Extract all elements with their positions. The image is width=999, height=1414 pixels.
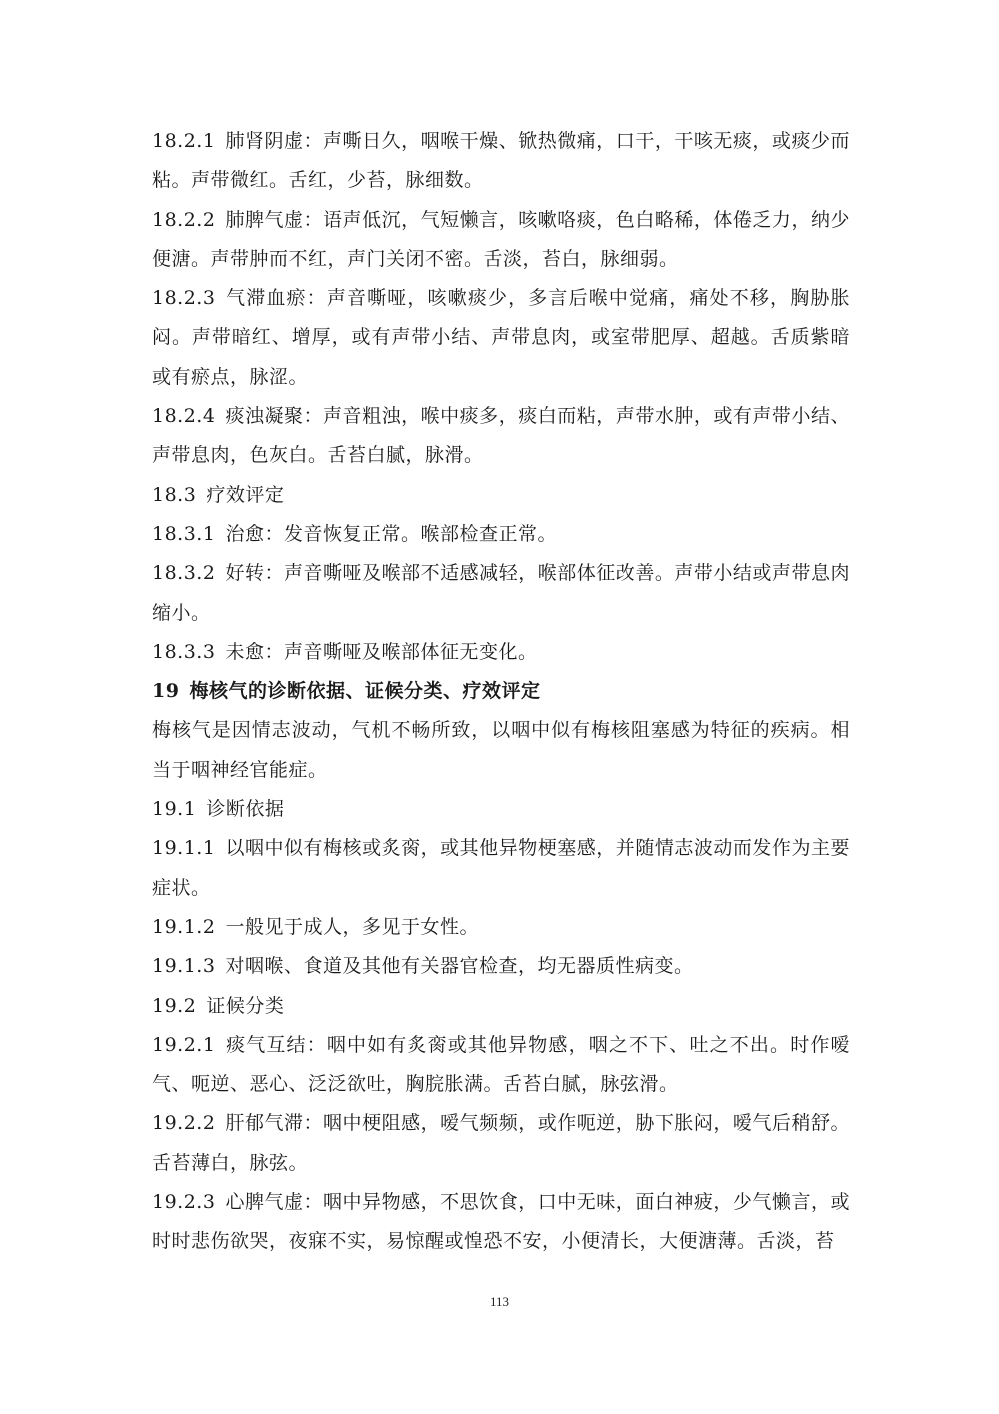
clause-number: 18.3.2 — [152, 562, 216, 585]
paragraph — [152, 829, 850, 908]
paragraph — [152, 1104, 850, 1183]
paragraph-text: 梅核气是因情志波动，气机不畅所致，以咽中似有梅核阻塞感为特征的疾病。相当于咽神经官能症。 — [152, 719, 850, 781]
paragraph-text: 梅核气的诊断依据、证候分类、疗效评定 — [189, 680, 541, 703]
paragraph — [152, 554, 850, 633]
paragraph — [152, 1026, 850, 1105]
paragraph — [152, 397, 850, 476]
paragraph — [152, 908, 850, 947]
paragraph — [152, 711, 850, 790]
clause-number: 18.3.3 — [152, 640, 216, 663]
page-number: 113 — [489, 1294, 510, 1309]
paragraph — [152, 790, 850, 829]
paragraph — [152, 515, 850, 554]
clause-number: 19.2.2 — [152, 1112, 216, 1135]
clause-number: 18.3.1 — [152, 522, 216, 545]
page-body — [152, 122, 850, 1262]
paragraph — [152, 633, 850, 672]
paragraph — [152, 987, 850, 1026]
clause-number: 18.2.2 — [152, 208, 216, 231]
paragraph-text: 肺脾气虚：语声低沉，气短懒言，咳嗽咯痰，色白略稀，体倦乏力，纳少便溏。声带肿而不红，声门关闭不密。舌淡，苔白，脉细弱。 — [152, 208, 850, 270]
paragraph-text: 未愈：声音嘶哑及喉部体征无变化。 — [225, 640, 538, 663]
paragraph-text: 对咽喉、食道及其他有关器官检查，均无器质性病变。 — [225, 955, 694, 978]
paragraph — [152, 1183, 850, 1262]
paragraph — [152, 947, 850, 986]
clause-number: 18.2.4 — [152, 405, 216, 428]
paragraph-text: 气滞血瘀：声音嘶哑，咳嗽痰少，多言后喉中觉痛，痛处不移，胸胁胀闷。声带暗红、增厚，或有声带小结、声带息肉，或室带肥厚、超越。舌质紫暗或有瘀点，脉涩。 — [152, 287, 850, 388]
paragraph-text: 治愈：发音恢复正常。喉部检查正常。 — [225, 522, 557, 545]
clause-number: 19.2.3 — [152, 1191, 216, 1214]
paragraph-text: 心脾气虚：咽中异物感，不思饮食，口中无味，面白神疲，少气懒言，或时时悲伤欲哭，夜寐不实，易惊醒或惶恐不安，小便清长，大便溏薄。舌淡，苔 — [152, 1191, 850, 1253]
paragraph-text: 一般见于成人，多见于女性。 — [225, 915, 479, 938]
paragraph-text: 痰气互结：咽中如有炙脔或其他异物感，咽之不下、吐之不出。时作嗳气、呃逆、恶心、泛泛欲吐，胸脘胀满。舌苔白腻，脉弦滑。 — [152, 1033, 850, 1096]
paragraph-text: 好转：声音嘶哑及喉部不适感减轻，喉部体征改善。声带小结或声带息肉缩小。 — [152, 562, 850, 624]
paragraph-text: 肺肾阴虚：声嘶日久，咽喉干燥、锨热微痛，口干，干咳无痰，或痰少而粘。声带微红。舌红，少苔，脉细数。 — [152, 130, 850, 192]
section-heading — [152, 672, 850, 711]
clause-number: 18.2.1 — [152, 130, 216, 152]
paragraph-text: 诊断依据 — [206, 798, 285, 821]
paragraph — [152, 476, 850, 515]
paragraph-text: 以咽中似有梅核或炙脔，或其他异物梗塞感，并随情志波动而发作为主要症状。 — [152, 837, 850, 899]
clause-number: 19.1.1 — [152, 837, 216, 860]
paragraph — [152, 122, 850, 201]
paragraph-text: 肝郁气滞：咽中梗阻感，嗳气频频，或作呃逆，胁下胀闷，嗳气后稍舒。舌苔薄白，脉弦。 — [152, 1112, 850, 1174]
paragraph — [152, 279, 850, 397]
clause-number: 19 — [152, 680, 180, 703]
paragraph — [152, 201, 850, 280]
paragraph-text: 疗效评定 — [206, 483, 285, 506]
paragraph-text: 痰浊凝聚：声音粗浊，喉中痰多，痰白而粘，声带水肿，或有声带小结、声带息肉，色灰白。舌苔白腻，脉滑。 — [152, 405, 850, 467]
clause-number: 19.2 — [152, 994, 197, 1017]
clause-number: 19.1 — [152, 798, 197, 821]
paragraph-text: 证候分类 — [206, 994, 285, 1017]
clause-number: 19.1.3 — [152, 955, 216, 978]
clause-number: 19.2.1 — [152, 1033, 216, 1056]
clause-number: 18.2.3 — [152, 287, 216, 310]
clause-number: 18.3 — [152, 483, 197, 506]
clause-number: 19.1.2 — [152, 915, 216, 938]
